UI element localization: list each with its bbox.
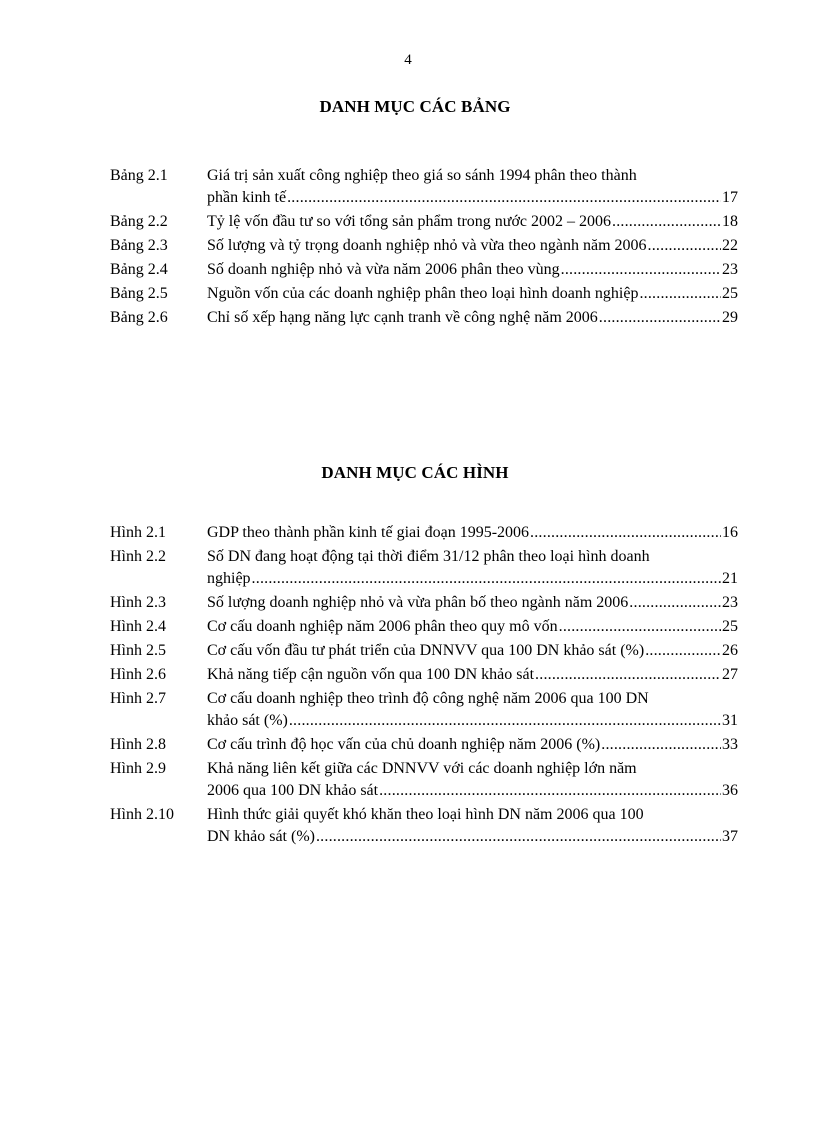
entry-title: Tỷ lệ vốn đầu tư so với tổng sản phẩm trong nước 2002 – 2006 xyxy=(207,213,611,230)
dot-leader xyxy=(648,235,721,257)
entry-body xyxy=(207,640,738,662)
entry-last-line xyxy=(207,710,738,732)
entry-last-line xyxy=(207,211,738,233)
entry-label: Bảng 2.6 xyxy=(110,309,168,326)
entry-last-line xyxy=(207,826,738,848)
entry-body xyxy=(207,616,738,638)
entry-title-line: Số DN đang hoạt động tại thời điểm 31/12 phân theo loại hình doanh xyxy=(207,548,650,565)
entry-body xyxy=(207,307,738,329)
entry-page-number: 17 xyxy=(722,189,738,206)
entry-page-number: 25 xyxy=(722,618,738,635)
entry-label: Bảng 2.5 xyxy=(110,285,168,302)
entry-last-line xyxy=(207,235,738,257)
entry-label: Hình 2.2 xyxy=(110,548,166,565)
entry-body xyxy=(207,546,738,590)
toc-entry[interactable] xyxy=(110,307,738,329)
entry-body xyxy=(207,804,738,848)
entry-label: Hình 2.5 xyxy=(110,642,166,659)
entry-body xyxy=(207,283,738,305)
entry-title: 2006 qua 100 DN khảo sát xyxy=(207,782,379,799)
dot-leader xyxy=(535,664,721,686)
entry-body xyxy=(207,758,738,802)
dot-leader xyxy=(561,259,721,281)
entry-label: Bảng 2.3 xyxy=(110,237,168,254)
entry-page-number: 36 xyxy=(722,782,738,799)
entry-title: khảo sát (%) xyxy=(207,712,288,729)
list-of-figures xyxy=(110,522,738,850)
entry-last-line xyxy=(207,307,738,329)
entry-page-number: 25 xyxy=(722,285,738,302)
dot-leader xyxy=(530,522,721,544)
entry-title-line: Khả năng liên kết giữa các DNNVV với các doanh nghiệp lớn năm xyxy=(207,760,637,777)
entry-page-number: 21 xyxy=(722,570,738,587)
entry-last-line xyxy=(207,187,738,209)
toc-entry[interactable] xyxy=(110,522,738,544)
dot-leader xyxy=(316,826,721,848)
entry-last-line xyxy=(207,734,738,756)
toc-entry[interactable] xyxy=(110,616,738,638)
toc-entry[interactable] xyxy=(110,758,738,802)
entry-page-number: 23 xyxy=(722,261,738,278)
entry-title: Khả năng tiếp cận nguồn vốn qua 100 DN khảo sát xyxy=(207,666,535,683)
entry-last-line xyxy=(207,592,738,614)
entry-page-number: 29 xyxy=(722,309,738,326)
entry-last-line xyxy=(207,259,738,281)
dot-leader xyxy=(645,640,721,662)
entry-page-number: 37 xyxy=(722,828,738,845)
toc-entry[interactable] xyxy=(110,592,738,614)
entry-title: Số doanh nghiệp nhỏ và vừa năm 2006 phân theo vùng xyxy=(207,261,560,278)
dot-leader xyxy=(289,710,721,732)
entry-body xyxy=(207,522,738,544)
entry-title: Cơ cấu doanh nghiệp năm 2006 phân theo quy mô vốn xyxy=(207,618,558,635)
entry-page-number: 23 xyxy=(722,594,738,611)
dot-leader xyxy=(601,734,721,756)
entry-body xyxy=(207,734,738,756)
entry-title: Số lượng doanh nghiệp nhỏ và vừa phân bố theo ngành năm 2006 xyxy=(207,594,629,611)
dot-leader xyxy=(639,283,721,305)
entry-body xyxy=(207,235,738,257)
dot-leader xyxy=(287,187,721,209)
entry-title: GDP theo thành phần kinh tế giai đoạn 1995-2006 xyxy=(207,524,530,541)
entry-title: nghiệp xyxy=(207,570,251,587)
toc-entry[interactable] xyxy=(110,259,738,281)
entry-page-number: 33 xyxy=(722,736,738,753)
dot-leader xyxy=(599,307,721,329)
entry-last-line xyxy=(207,664,738,686)
entry-title: Số lượng và tỷ trọng doanh nghiệp nhỏ và vừa theo ngành năm 2006 xyxy=(207,237,647,254)
entry-body xyxy=(207,664,738,686)
toc-entry[interactable] xyxy=(110,804,738,848)
entry-title: Cơ cấu vốn đầu tư phát triển của DNNVV qua 100 DN khảo sát (%) xyxy=(207,642,645,659)
entry-page-number: 18 xyxy=(722,213,738,230)
toc-entry[interactable] xyxy=(110,546,738,590)
entry-last-line xyxy=(207,640,738,662)
dot-leader xyxy=(252,568,721,590)
entry-label: Bảng 2.1 xyxy=(110,167,168,184)
dot-leader xyxy=(629,592,721,614)
entry-last-line xyxy=(207,283,738,305)
entry-label: Hình 2.6 xyxy=(110,666,166,683)
entry-title: Cơ cấu trình độ học vấn của chủ doanh nghiệp năm 2006 (%) xyxy=(207,736,601,753)
entry-last-line xyxy=(207,522,738,544)
entry-label: Bảng 2.4 xyxy=(110,261,168,278)
entry-title-line: Cơ cấu doanh nghiệp theo trình độ công nghệ năm 2006 qua 100 DN xyxy=(207,690,649,707)
entry-last-line xyxy=(207,616,738,638)
entry-title: Chỉ số xếp hạng năng lực cạnh tranh về công nghệ năm 2006 xyxy=(207,309,598,326)
entry-body xyxy=(207,165,738,209)
entry-body xyxy=(207,592,738,614)
entry-label: Hình 2.10 xyxy=(110,806,174,823)
entry-page-number: 31 xyxy=(722,712,738,729)
entry-label: Bảng 2.2 xyxy=(110,213,168,230)
entry-label: Hình 2.3 xyxy=(110,594,166,611)
list-of-figures-heading: DANH MỤC CÁC HÌNH xyxy=(321,463,509,482)
toc-entry[interactable] xyxy=(110,235,738,257)
entry-title: Nguồn vốn của các doanh nghiệp phân theo loại hình doanh nghiệp xyxy=(207,285,639,302)
dot-leader xyxy=(379,780,721,802)
entry-page-number: 26 xyxy=(722,642,738,659)
entry-page-number: 16 xyxy=(722,524,738,541)
entry-label: Hình 2.7 xyxy=(110,690,166,707)
list-of-tables-heading: DANH MỤC CÁC BẢNG xyxy=(319,97,511,116)
list-of-tables xyxy=(110,165,738,331)
toc-entry[interactable] xyxy=(110,640,738,662)
dot-leader xyxy=(559,616,721,638)
entry-label: Hình 2.9 xyxy=(110,760,166,777)
entry-title: DN khảo sát (%) xyxy=(207,828,315,845)
entry-body xyxy=(207,211,738,233)
entry-label: Hình 2.1 xyxy=(110,524,166,541)
page-number: 4 xyxy=(404,52,412,68)
entry-body xyxy=(207,688,738,732)
entry-label: Hình 2.4 xyxy=(110,618,166,635)
entry-title-line: Hình thức giải quyết khó khăn theo loại hình DN năm 2006 qua 100 xyxy=(207,806,644,823)
toc-entry[interactable] xyxy=(110,283,738,305)
toc-entry[interactable] xyxy=(110,664,738,686)
entry-page-number: 27 xyxy=(722,666,738,683)
entry-title-line: Giá trị sản xuất công nghiệp theo giá so sánh 1994 phân theo thành xyxy=(207,167,637,184)
entry-page-number: 22 xyxy=(722,237,738,254)
toc-entry[interactable] xyxy=(110,688,738,732)
entry-last-line xyxy=(207,568,738,590)
dot-leader xyxy=(612,211,721,233)
toc-entry[interactable] xyxy=(110,734,738,756)
entry-label: Hình 2.8 xyxy=(110,736,166,753)
entry-last-line xyxy=(207,780,738,802)
toc-entry[interactable] xyxy=(110,211,738,233)
entry-title: phần kinh tế xyxy=(207,189,287,206)
entry-body xyxy=(207,259,738,281)
toc-entry[interactable] xyxy=(110,165,738,209)
